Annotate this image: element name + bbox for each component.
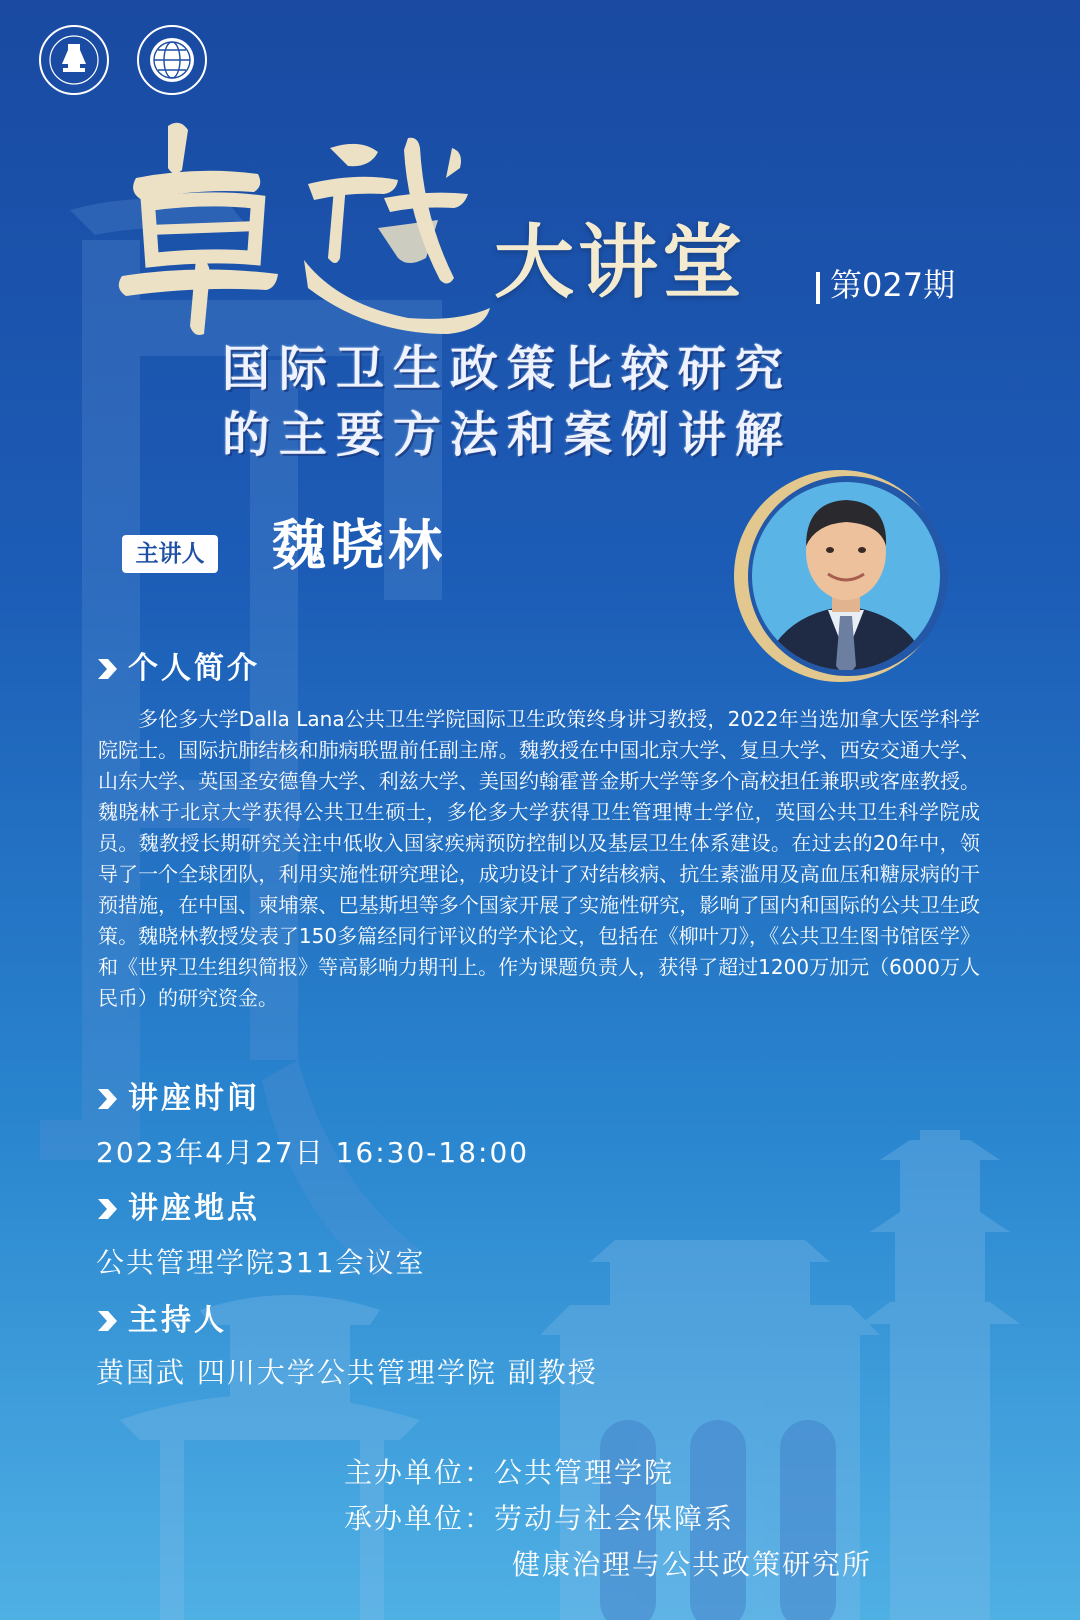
lecture-title — [222, 336, 792, 468]
lecture-time: 2023年4月27日 16:30-18:00 — [96, 1136, 530, 1169]
issue-divider — [816, 272, 820, 304]
chevron-right-icon — [94, 656, 120, 682]
series-title: 大讲堂 — [494, 215, 746, 309]
bio-text: 多伦多大学Dalla Lana公共卫生学院国际卫生政策终身讲习教授，2022年当选加拿大医学科学院院士。国际抗肺结核和肺病联盟前任副主席。魏教授在中国北京大学、复旦大学、西安交通大学、山东大学、英国圣安德鲁大学、利兹大学、美国约翰霍普金斯大学等多个高校担任兼职或客座教授。魏晓林于北京大学获得公共卫生硕士，多伦多大学获得卫生管理博士学位，英国公共卫生科学院成员。魏教授长期研究关注中低收入国家疾病预防控制以及基层卫生体系建设。在过去的20年中，领导了一个全球团队，利用实施性研究理论，成功设计了对结核病、抗生素滥用及高血压和糖尿病的干预措施，在中国、柬埔寨、巴基斯坦等多个国家开展了实施性研究，影响了国内和国际的公共卫生政策。魏晓林教授发表了150多篇经同行评议的学术论文，包括在《柳叶刀》，《公共卫生图书馆医学》和《世界卫生组织简报》等高影响力期刊上。作为课题负责人，获得了超过1200万加元（6000万人民币）的研究资金。 — [98, 707, 980, 1010]
calligraphy-title — [108, 108, 498, 338]
bio-heading-text: 个人简介 — [128, 651, 260, 686]
speaker-name: 魏晓林 — [272, 514, 446, 577]
time-heading-text: 讲座时间 — [128, 1081, 260, 1116]
speaker-tag: 主讲人 — [122, 535, 218, 573]
chevron-right-icon — [94, 1196, 120, 1222]
speaker-portrait — [720, 466, 960, 686]
lecture-title-line-2: 的主要方法和案例讲解 — [222, 407, 793, 463]
co-organizer-2: 健康治理与公共政策研究所 — [512, 1548, 873, 1581]
co-organizer: 承办单位：劳动与社会保障系 — [344, 1502, 735, 1535]
host-heading-text: 主持人 — [128, 1303, 227, 1338]
lecture-title-line-1: 国际卫生政策比较研究 — [222, 341, 793, 397]
venue-heading-text: 讲座地点 — [128, 1191, 260, 1226]
venue-heading — [94, 1191, 260, 1226]
host-heading — [94, 1303, 227, 1338]
public-administration-school-logo — [136, 24, 208, 96]
chevron-right-icon — [94, 1086, 120, 1112]
time-heading — [94, 1081, 260, 1116]
lecture-venue: 公共管理学院311会议室 — [96, 1246, 426, 1279]
organizer: 主办单位：公共管理学院 — [344, 1456, 675, 1489]
bio-heading — [94, 651, 260, 686]
issue-number: 第027期 — [830, 266, 956, 304]
host-info: 黄国武 四川大学公共管理学院 副教授 — [96, 1356, 598, 1389]
chevron-right-icon — [94, 1308, 120, 1334]
sichuan-university-logo — [38, 24, 110, 96]
